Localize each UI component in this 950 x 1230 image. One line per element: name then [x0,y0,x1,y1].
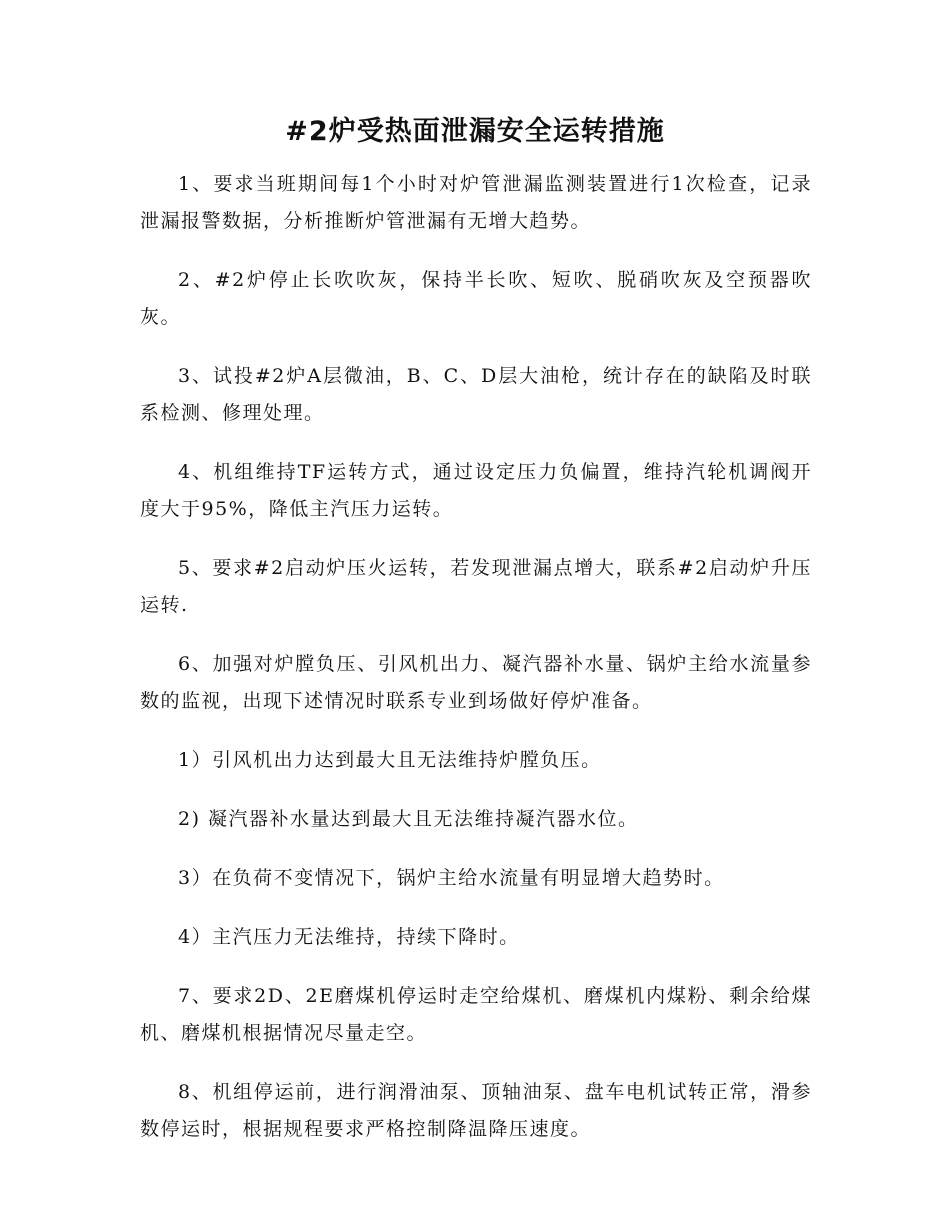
paragraph-5: 5、要求#2启动炉压火运转，若发现泄漏点增大，联系#2启动炉升压运转. [140,557,812,616]
paragraph-2: 2、#2炉停止长吹吹灰，保持半长吹、短吹、脱硝吹灰及空预器吹灰。 [140,269,812,328]
paragraph-8: 8、机组停运前，进行润滑油泵、顶轴油泵、盘车电机试转正常，滑参数停运时，根据规程要求严格控制降温降压速度。 [140,1081,812,1140]
document-title: #2炉受热面泄漏安全运转措施 [285,116,665,147]
sub-item-2: 2) 凝汽器补水量达到最大且无法维持凝汽器水位。 [178,808,639,830]
sub-item-3: 3）在负荷不变情况下，锅炉主给水流量有明显增大趋势时。 [178,867,725,889]
paragraph-1: 1、要求当班期间每1个小时对炉管泄漏监测装置进行1次检查，记录泄漏报警数据，分析推断炉管泄漏有无增大趋势。 [140,173,812,232]
sub-item-1: 1）引风机出力达到最大且无法维持炉膛负压。 [178,749,602,771]
paragraph-6: 6、加强对炉膛负压、引风机出力、凝汽器补水量、锅炉主给水流量参数的监视，出现下述情况时联系专业到场做好停炉准备。 [140,653,812,712]
sub-item-4: 4）主汽压力无法维持，持续下降时。 [178,926,520,948]
paragraph-3: 3、试投#2炉A层微油，B、C、D层大油枪，统计存在的缺陷及时联系检测、修理处理。 [140,365,812,424]
paragraph-7: 7、要求2D、2E磨煤机停运时走空给煤机、磨煤机内煤粉、剩余给煤机、磨煤机根据情况尽量走空。 [140,985,812,1044]
document-body [140,166,812,1170]
paragraph-4: 4、机组维持TF运转方式，通过设定压力负偏置，维持汽轮机调阀开度大于95%，降低主汽压力运转。 [140,461,812,520]
